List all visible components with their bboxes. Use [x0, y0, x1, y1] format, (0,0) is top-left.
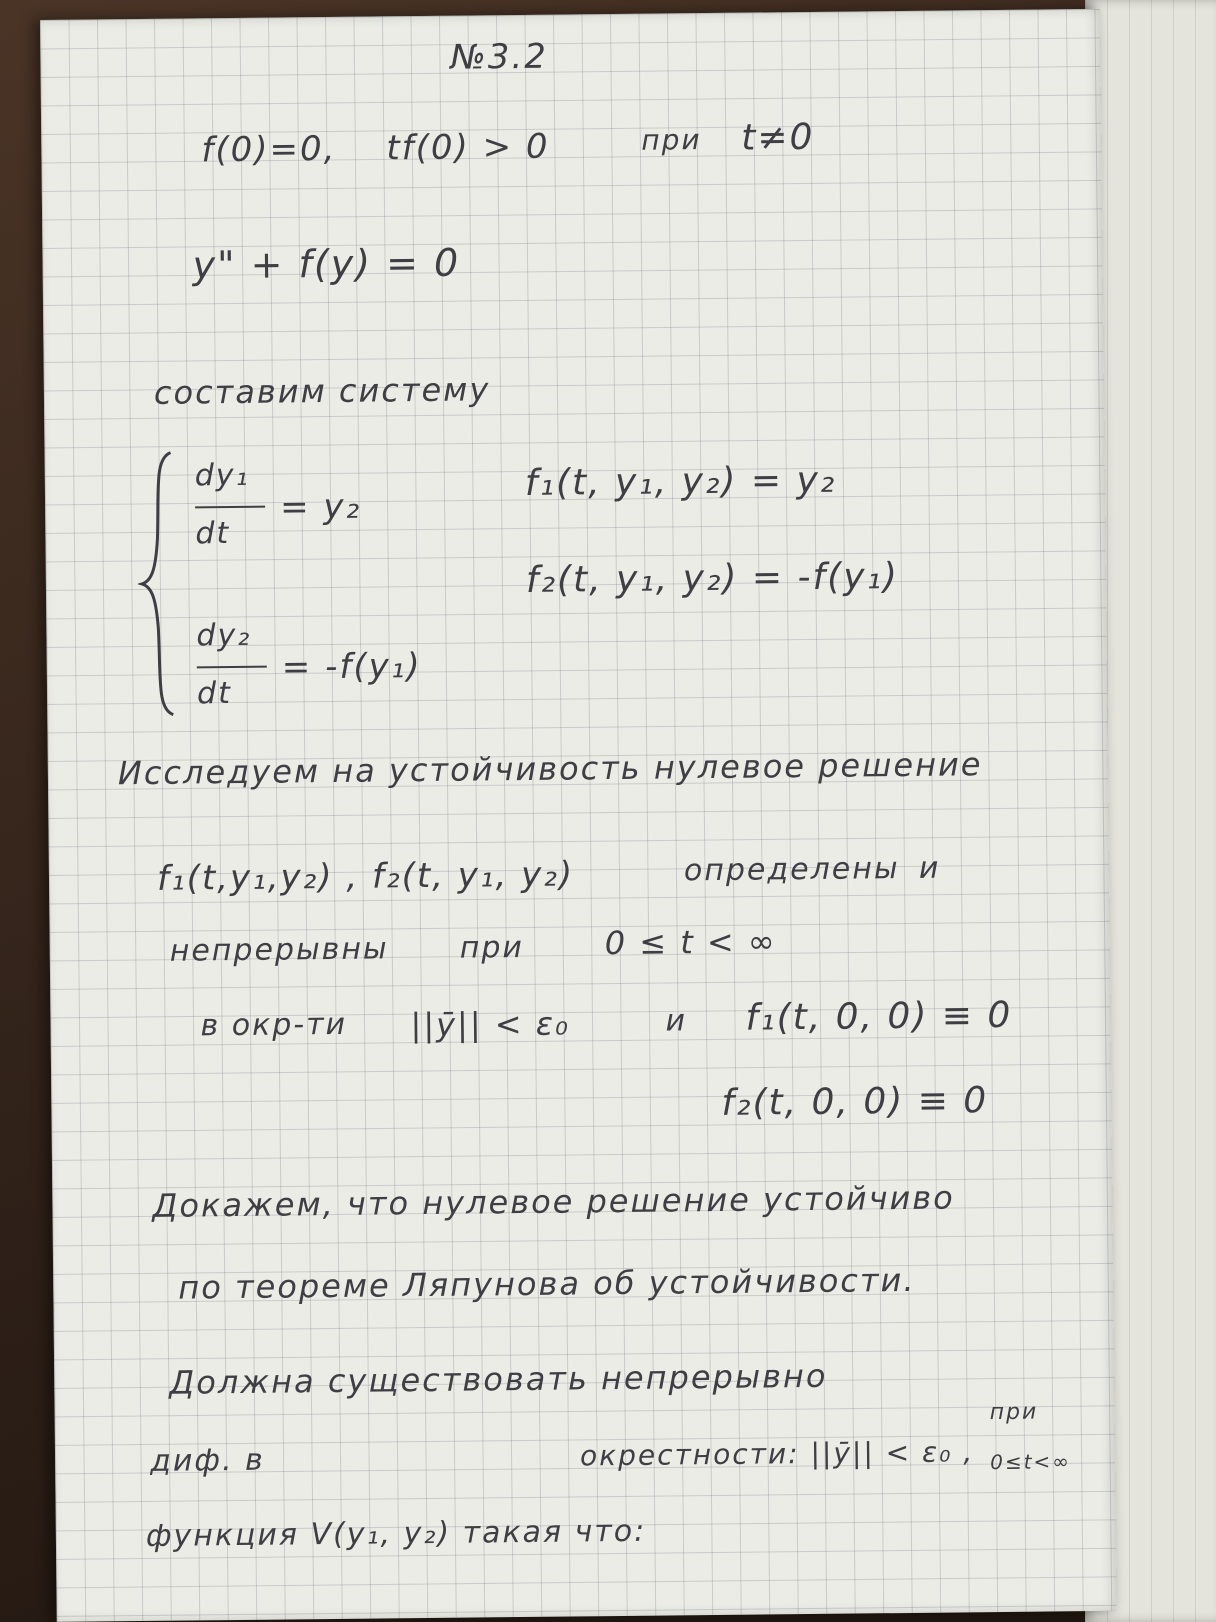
prove-line-2: по теореме Ляпунова об устойчивости.	[178, 1260, 916, 1307]
f2-definition: f₂(t, y₁, y₂) = -f(y₁)	[525, 556, 900, 601]
condition-f0: f(0)=0,	[201, 128, 337, 171]
continuous-word: непрерывны	[169, 931, 389, 969]
problem-number: №3.2	[450, 36, 549, 78]
neighborhood-condition-2: окрестности: ||ȳ|| < ε₀ ,	[579, 1435, 975, 1473]
eq2-rhs: = -f(y₁)	[281, 646, 422, 688]
must-exist-line: Должна существовать непрерывно	[169, 1356, 828, 1402]
ode-equation: y" + f(y) = 0	[192, 240, 461, 288]
f1-definition: f₁(t, y₁, y₂) = y₂	[524, 459, 837, 504]
notebook-page	[40, 9, 1117, 1622]
investigate-line: Исследуем на устойчивость нулевое решение	[117, 745, 983, 793]
fraction-denominator: dt	[196, 676, 233, 712]
t-range: 0 ≤ t < ∞	[604, 922, 777, 963]
diff-at-word: при	[989, 1399, 1039, 1426]
function-v-line: функция V(y₁, y₂) такая что:	[145, 1513, 647, 1554]
fraction-bar	[197, 666, 267, 669]
and-word-2: и	[665, 1003, 688, 1039]
diff-t-range: 0≤t<∞	[990, 1449, 1072, 1475]
and-word: и	[918, 850, 941, 886]
fraction-numerator: dy₂	[196, 617, 252, 654]
compose-system-line: составим систему	[153, 370, 491, 412]
fraction-bar	[195, 506, 265, 509]
condition-t-nonzero: t≠0	[741, 116, 815, 159]
f1-zero-identity: f₁(t, 0, 0) ≡ 0	[745, 994, 1013, 1039]
fraction-numerator: dy₁	[194, 457, 250, 494]
eq1-rhs: = y₂	[279, 486, 362, 528]
f2-zero-identity: f₂(t, 0, 0) ≡ 0	[721, 1080, 989, 1124]
at-word: при	[459, 929, 525, 966]
system-brace	[136, 449, 179, 719]
neighborhood-word: в окр-ти	[200, 1006, 348, 1044]
functions-f1-f2: f₁(t,y₁,y₂) , f₂(t, y₁, y₂)	[156, 854, 575, 899]
prove-line-1: Докажем, что нулевое решение устойчиво	[152, 1178, 955, 1225]
fraction-denominator: dt	[195, 516, 231, 552]
neighborhood-condition: ||ȳ|| < ε₀	[410, 1004, 571, 1045]
defined-word: определены	[683, 851, 900, 889]
condition-tf0: tf(0) > 0	[386, 126, 550, 169]
condition-pri: при	[641, 123, 702, 157]
diff-word: диф. в	[149, 1442, 265, 1479]
